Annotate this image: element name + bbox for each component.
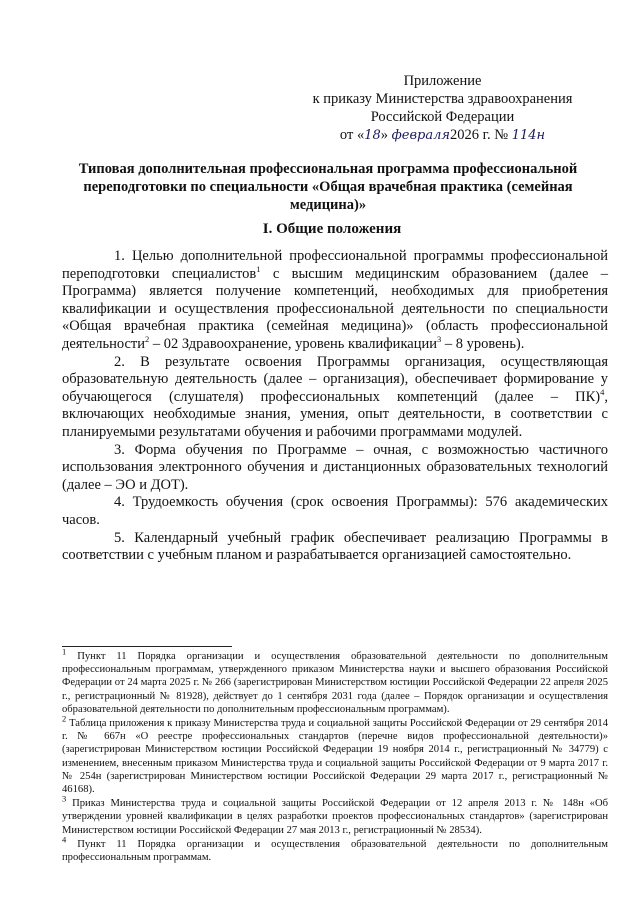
footnote-2-text: Таблица приложения к приказу Министерства труда и социальной защиты Российской Федерации от 29 сентября 2014 г. № 667н «О реестре профессиональных стандартов (перечне видов профессиональной деятельности)» (зарегистрирован Министерством юстиции Российской Федерации 19 ноября 2014 г., регистрационный № 34779) с изменением, внесенным приказом Министерства труда и социальной защиты Российской Федерации от 9 марта 2017 г. № 254н (зарегистрирован Министерством юстиции Российской Федерации 29 марта 2017 г., регистрационный № 46168). [62, 718, 608, 796]
footnote-mark-2: 2 [62, 713, 67, 724]
handwritten-day: 18 [364, 128, 381, 143]
paragraph-1-text-b: с высшим медицинским образованием (далее – Программа) является получение компетенций, необходимых для приобретения квалификации и осуществления профессиональной деятельности по специальности «Общая врачебная практика (семейная медицина)» (область профессиональной деятельности [62, 265, 608, 352]
paragraph-2 [62, 354, 608, 442]
footnote-ref-2: 2 [145, 334, 150, 345]
paragraph-4: 4. Трудоемкость обучения (срок освоения Программы): 576 академических часов. [62, 494, 608, 528]
footnote-ref-3: 3 [436, 334, 442, 345]
appendix-date-line [300, 126, 585, 145]
footnote-3 [62, 793, 608, 837]
footnote-mark-4: 4 [62, 834, 67, 845]
footnote-separator [62, 646, 232, 647]
date-year: 2026 г. № [450, 127, 509, 143]
footnote-3-text: Приказ Министерства труда и социальной защиты Российской Федерации от 12 апреля 2013 г. № 148н «Об утверждении уровней квалификации в целях разработки проектов профессиональных стандартов» (зарегистрирован Министерством юстиции Российской Федерации 27 мая 2013 г., регистрационный № 28534). [62, 798, 608, 836]
footnote-2 [62, 713, 608, 796]
footnote-1 [62, 646, 608, 716]
paragraph-2-text-a: 2. В результате освоения Программы организация, осуществляющая образовательную деятельность (далее – организация), обеспечивает формирование у обучающегося (слушателя) профессиональных компетенций (далее – ПК) [62, 353, 608, 405]
appendix-order-ref: к приказу Министерства здравоохранения [312, 91, 573, 107]
document-body [62, 248, 608, 565]
paragraph-1-text-a: 1. Целью дополнительной профессиональной программы профессиональной переподготовки специалистов [62, 248, 608, 282]
handwritten-order-number: 114н [511, 128, 546, 143]
date-prefix: от « [339, 127, 365, 143]
footnotes [62, 646, 608, 865]
appendix-header [300, 72, 585, 145]
footnote-ref-4: 4 [600, 386, 605, 397]
section-heading: I. Общие положения [262, 221, 402, 237]
paragraph-3: 3. Форма обучения по Программе – очная, с возможностью частичного использования электронного обучения и дистанционных образовательных технологий (далее – ЭО и ДОТ). [62, 441, 608, 493]
footnote-4-text: Пункт 11 Порядка организации и осуществления образовательной деятельности по дополнительным профессиональным программам. [62, 838, 608, 864]
paragraph-2-text-b: , включающих необходимые знания, умения, опыт деятельности, в соответствии с планируемыми результатами обучения и рабочими программами модулей. [62, 388, 608, 440]
appendix-country: Российской Федерации [370, 109, 515, 125]
handwritten-month: февраля [391, 128, 451, 143]
date-mid: » [380, 127, 392, 143]
appendix-label: Приложение [403, 73, 482, 89]
footnote-1-text: Пункт 11 Порядка организации и осуществления образовательной деятельности по дополнительным профессиональным программам, утвержденного приказом Министерства науки и высшего образования Российской Федерации от 24 марта 2025 г. № 266 (зарегистрирован Министерством юстиции Российской Федерации 22 апреля 2025 г., регистрационный № 81928), действует до 1 сентября 2031 года (далее – Порядок организации и осуществления образовательной деятельности по дополнительным профессиональным программам). [62, 651, 608, 715]
footnote-mark-1: 1 [62, 646, 67, 657]
document-title: Типовая дополнительная профессиональная программа профессиональной переподготовки по специальности «Общая врачебная практика (семейная медицина)» [78, 161, 578, 213]
paragraph-1 [62, 248, 608, 354]
footnote-4 [62, 834, 608, 864]
footnote-ref-1: 1 [256, 263, 261, 274]
paragraph-5: 5. Календарный учебный график обеспечивает реализацию Программы в соответствии с учебным планом и разрабатывается организацией самостоятельно. [62, 529, 608, 564]
paragraph-1-text-d: – 8 уровень). [441, 335, 525, 352]
footnote-mark-3: 3 [62, 793, 67, 804]
paragraph-1-text-c: – 02 Здравоохранение, уровень квалификации [149, 335, 437, 352]
